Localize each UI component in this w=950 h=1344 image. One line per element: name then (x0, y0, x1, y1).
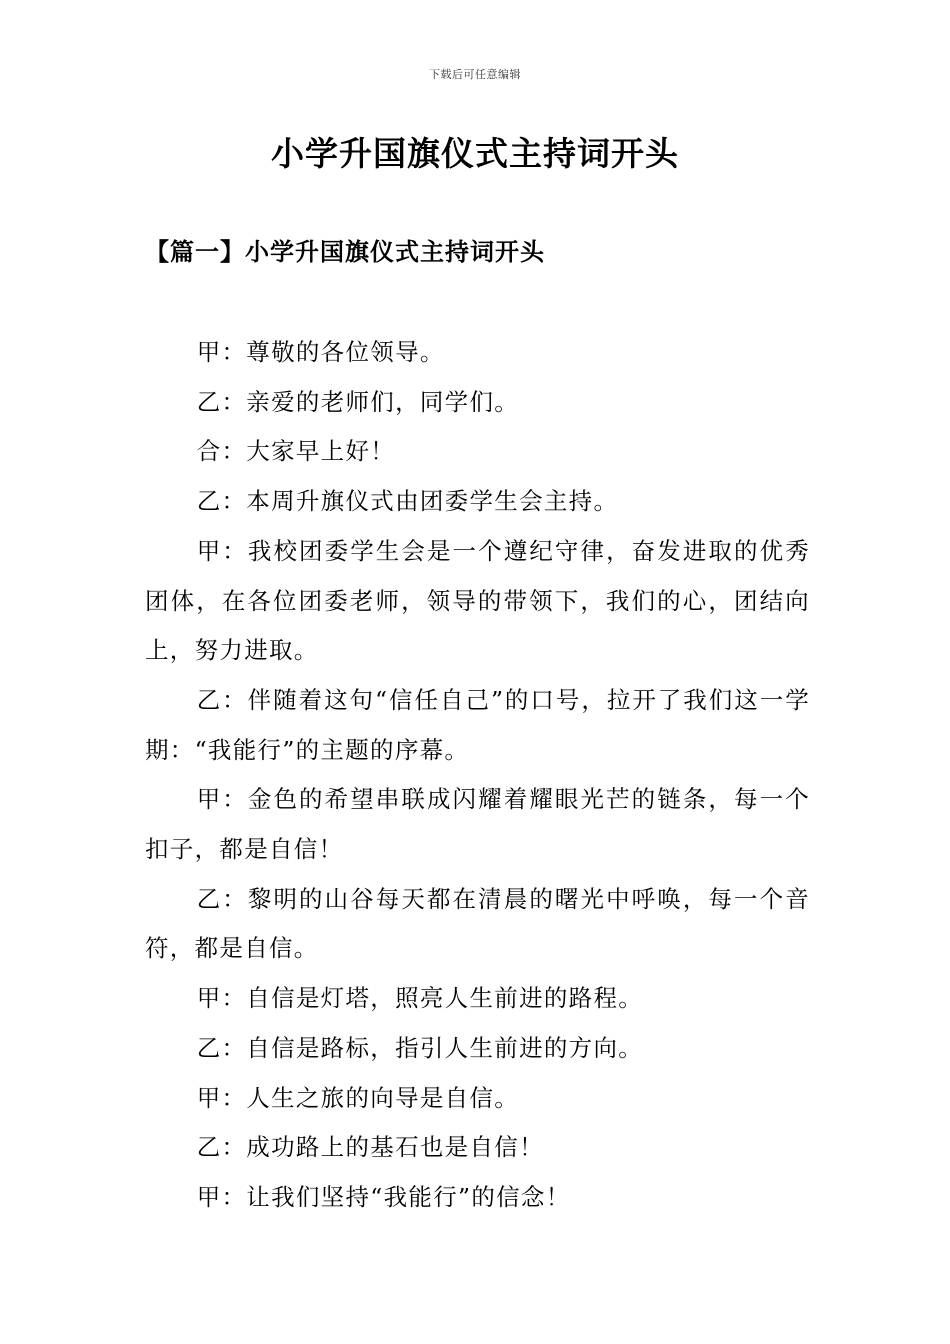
script-line: 甲：自信是灯塔，照亮人生前进的路程。 (196, 984, 644, 1013)
script-line: 甲：尊敬的各位领导。 (196, 338, 445, 366)
script-line: 甲：人生之旅的向导是自信。 (196, 1083, 520, 1112)
script-line: 甲：让我们坚持“我能行”的信念！ (196, 1182, 571, 1211)
script-line: 乙：成功路上的基石也是自信！ (196, 1133, 544, 1162)
script-line: 乙：黎明的山谷每天都在清晨的曙光中呼唤，每一个音符，都是自信。 (145, 884, 810, 963)
script-line: 甲：金色的希望串联成闪耀着耀眼光芒的链条，每一个扣子，都是自信！ (145, 785, 810, 864)
script-line: 乙：自信是路标，指引人生前进的方向。 (196, 1033, 644, 1062)
section-heading: 【篇一】小学升国旗仪式主持词开头 (145, 237, 545, 266)
script-line: 乙：亲爱的老师们，同学们。 (196, 387, 520, 416)
document-title: 小学升国旗仪式主持词开头 (271, 134, 679, 173)
script-line: 合：大家早上好！ (196, 437, 396, 466)
script-body (145, 328, 810, 1223)
script-line: 乙：伴随着这句“信任自己”的口号，拉开了我们这一学期：“我能行”的主题的序幕。 (145, 685, 810, 764)
header-note: 下载后可任意编辑 (429, 68, 521, 81)
script-line: 甲：我校团委学生会是一个遵纪守律，奋发进取的优秀团体，在各位团委老师，领导的带领下，我们的心，团结向上，努力进取。 (145, 536, 810, 665)
script-line: 乙：本周升旗仪式由团委学生会主持。 (196, 487, 619, 516)
